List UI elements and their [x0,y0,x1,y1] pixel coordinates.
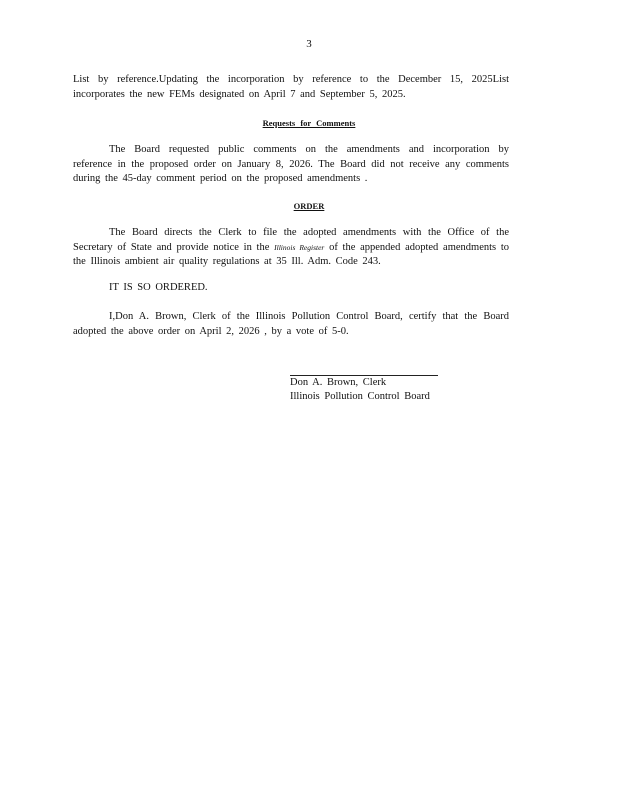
intro-paragraph: List by reference.Updating the incorporation by reference to the December 15, 2025List incorporates the new FEMs designated on April 7 and September 5, 2025. [73,74,509,100]
so-ordered-statement: IT IS SO ORDERED. [109,282,208,293]
signature-organization: Illinois Pollution Control Board [290,391,430,402]
order-paragraph-text-after: of the appended adopted amendments to the Illinois ambient air quality regulations at 35 Ill. Adm. Code 243. [73,241,510,267]
order-heading: ORDER [293,201,325,211]
requests-paragraph: The Board requested public comments on the amendments and incorporation by reference in the proposed order on January 8, 2026. The Board did not receive any comments during the 45-day comment period on the proposed amendments . [73,144,509,184]
order-paragraph [73,226,509,270]
illinois-register-title: Illinois Register [274,242,325,252]
page-number: 3 [306,38,312,50]
signature-name: Don A. Brown, Clerk [290,377,387,388]
requests-for-comments-heading: Requests for Comments [262,118,356,128]
order-paragraph-text-before: The Board directs the Clerk to file the adopted amendments with the Office of the Secretary of State and provide notice in the [73,227,509,253]
clerk-certification: I,Don A. Brown, Clerk of the Illinois Pollution Control Board, certify that the Board adopted the above order on April 2, 2026 , by a vote of 5-0. [73,311,509,337]
